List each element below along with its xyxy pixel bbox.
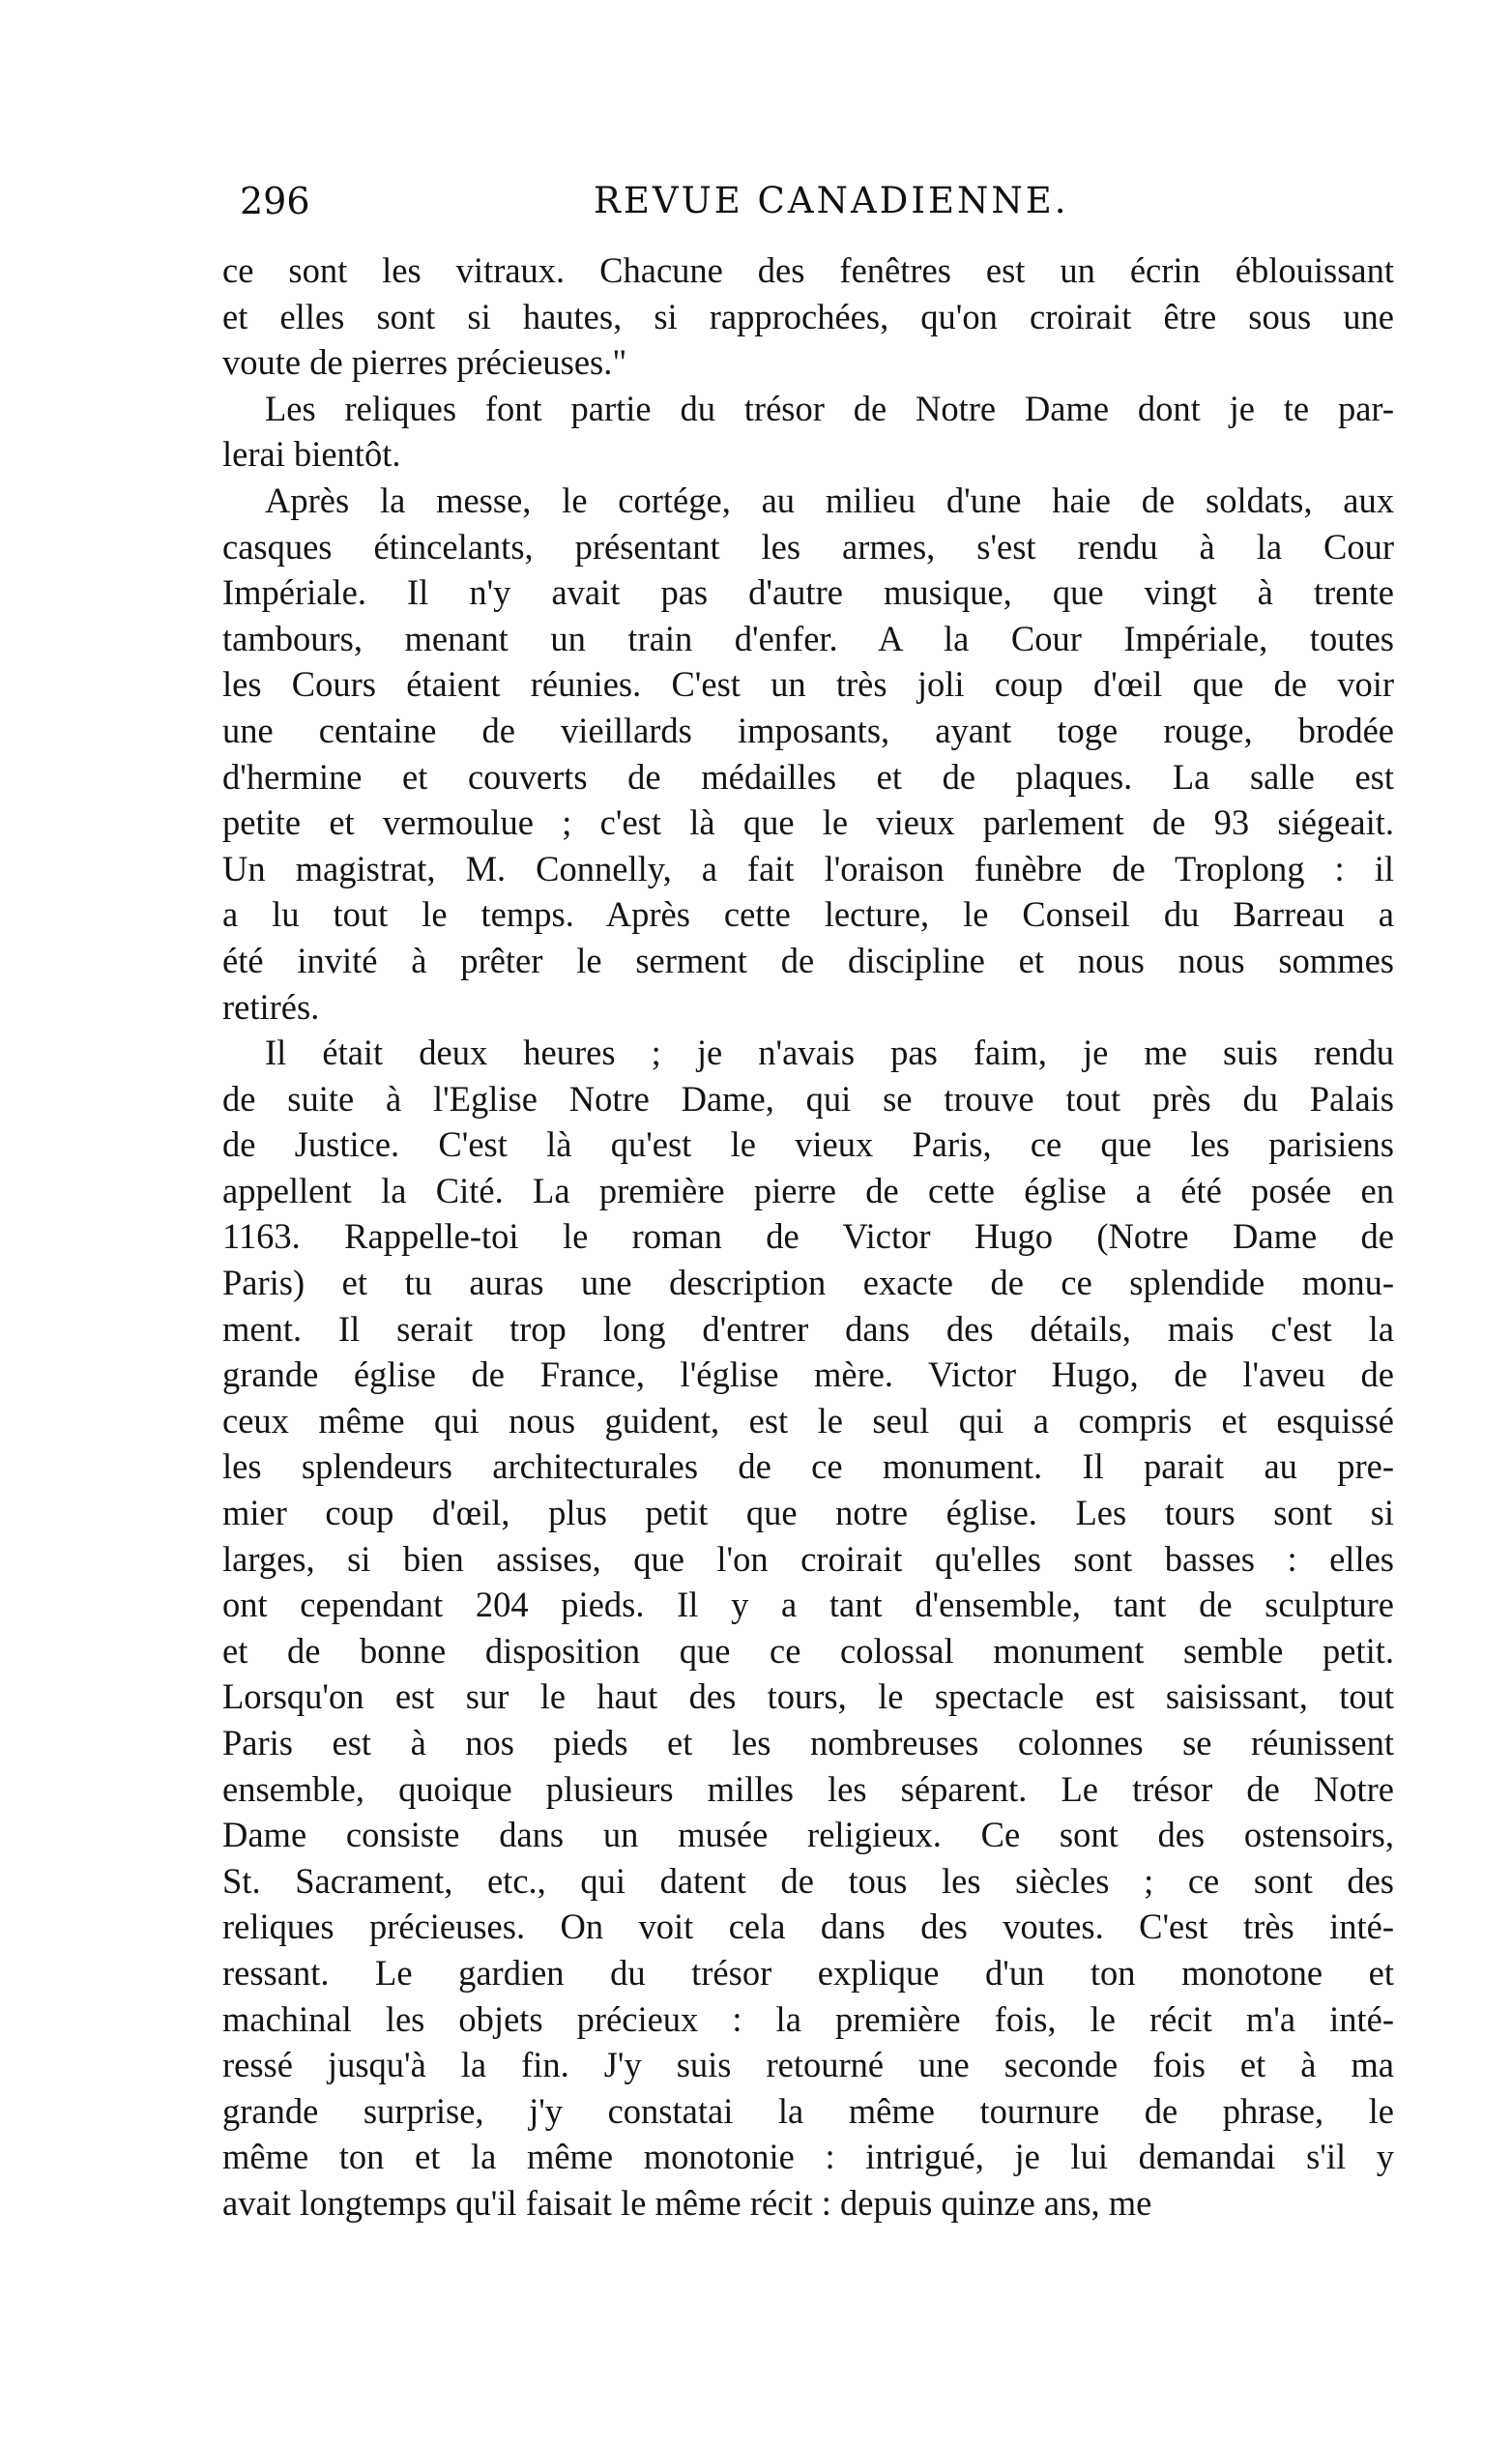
- text-line: Les reliques font partie du trésor de Notre Dame dont je te par-: [265, 388, 1394, 428]
- text-line: avait longtemps qu'il faisait le même récit : depuis quinze ans, me: [222, 2182, 1152, 2223]
- page-number: 296: [240, 180, 310, 222]
- text-line: ressé jusqu'à la fin. J'y suis retourné une seconde fois et à ma: [222, 2045, 1394, 2085]
- text-line: ment. Il serait trop long d'entrer dans des détails, mais c'est la: [222, 1308, 1394, 1349]
- text-line: grande surprise, j'y constatai la même tournure de phrase, le: [222, 2090, 1394, 2131]
- paragraph: [222, 248, 1394, 386]
- text-line: de Justice. C'est là qu'est le vieux Paris, ce que les parisiens: [222, 1124, 1394, 1165]
- text-line: Lorsqu'on est sur le haut des tours, le spectacle est saisissant, tout: [222, 1676, 1394, 1717]
- text-line: 1163. Rappelle-toi le roman de Victor Hugo (Notre Dame de: [222, 1216, 1394, 1257]
- text-line: tambours, menant un train d'enfer. A la Cour Impériale, toutes: [222, 618, 1394, 658]
- text-line: et elles sont si hautes, si rapprochées, qu'on croirait être sous une: [222, 296, 1394, 336]
- text-line: de suite à l'Eglise Notre Dame, qui se trouve tout près du Palais: [222, 1078, 1394, 1119]
- text-line: Paris est à nos pieds et les nombreuses colonnes se réunissent: [222, 1723, 1394, 1762]
- paragraph: [222, 1030, 1394, 2226]
- text-line: casques étincelants, présentant les armes, s'est rendu à la Cour: [222, 526, 1394, 567]
- text-line: Il était deux heures ; je n'avais pas faim, je me suis rendu: [265, 1033, 1394, 1073]
- paragraph: [222, 478, 1394, 1030]
- text-line: mier coup d'œil, plus petit que notre église. Les tours sont si: [222, 1493, 1394, 1533]
- text-line: retirés.: [222, 986, 320, 1027]
- text-line: Un magistrat, M. Connelly, a fait l'oraison funèbre de Troplong : il: [222, 848, 1394, 888]
- text-line: ce sont les vitraux. Chacune des fenêtres est un écrin éblouissant: [222, 250, 1394, 290]
- text-line: lerai bientôt.: [222, 434, 401, 475]
- text-line: machinal les objets précieux : la première fois, le récit m'a inté-: [222, 1998, 1394, 2039]
- text-line: ont cependant 204 pieds. Il y a tant d'ensemble, tant de sculpture: [222, 1585, 1394, 1625]
- text-line: Dame consiste dans un musée religieux. Ce sont des ostensoirs,: [222, 1815, 1394, 1855]
- text-line: appellent la Cité. La première pierre de cette église a été posée en: [222, 1170, 1394, 1210]
- text-line: et de bonne disposition que ce colossal monument semble petit.: [222, 1630, 1394, 1671]
- text-line: d'hermine et couverts de médailles et de plaques. La salle est: [222, 756, 1394, 797]
- text-line: petite et vermoulue ; c'est là que le vieux parlement de 93 siégeait.: [222, 802, 1394, 843]
- text-line: reliques précieuses. On voit cela dans des voutes. C'est très inté-: [222, 1907, 1394, 1947]
- text-line: les splendeurs architecturales de ce monument. Il parait au pre-: [222, 1446, 1394, 1487]
- text-line: ceux même qui nous guident, est le seul qui a compris et esquissé: [222, 1400, 1394, 1441]
- text-line: une centaine de vieillards imposants, ayant toge rouge, brodée: [222, 710, 1394, 750]
- text-line: Impériale. Il n'y avait pas d'autre musique, que vingt à trente: [222, 572, 1394, 613]
- text-line: voute de pierres précieuses.": [222, 342, 627, 383]
- text-line: Après la messe, le cortége, au milieu d'une haie de soldats, aux: [265, 480, 1394, 520]
- text-line: a lu tout le temps. Après cette lecture, le Conseil du Barreau a: [222, 894, 1394, 935]
- text-line: les Cours étaient réunies. C'est un très joli coup d'œil que de voir: [222, 664, 1394, 705]
- text-line: St. Sacrament, etc., qui datent de tous les siècles ; ce sont des: [222, 1860, 1394, 1901]
- page-header: [226, 172, 1386, 230]
- paragraph: [222, 386, 1394, 478]
- text-line: larges, si bien assises, que l'on croirait qu'elles sont basses : elles: [222, 1538, 1394, 1579]
- running-title: REVUE CANADIENNE.: [594, 180, 1069, 221]
- text-line: même ton et la même monotonie : intrigué, je lui demandai s'il y: [222, 2137, 1394, 2177]
- text-line: grande église de France, l'église mère. Victor Hugo, de l'aveu de: [222, 1354, 1394, 1395]
- text-line: ressant. Le gardien du trésor explique d'un ton monotone et: [222, 1952, 1394, 1993]
- text-line: été invité à prêter le serment de discipline et nous nous sommes: [222, 940, 1394, 980]
- text-line: Paris) et tu auras une description exacte de ce splendide monu-: [222, 1263, 1394, 1303]
- text-line: ensemble, quoique plusieurs milles les séparent. Le trésor de Notre: [222, 1768, 1394, 1809]
- body-text: [222, 248, 1394, 2227]
